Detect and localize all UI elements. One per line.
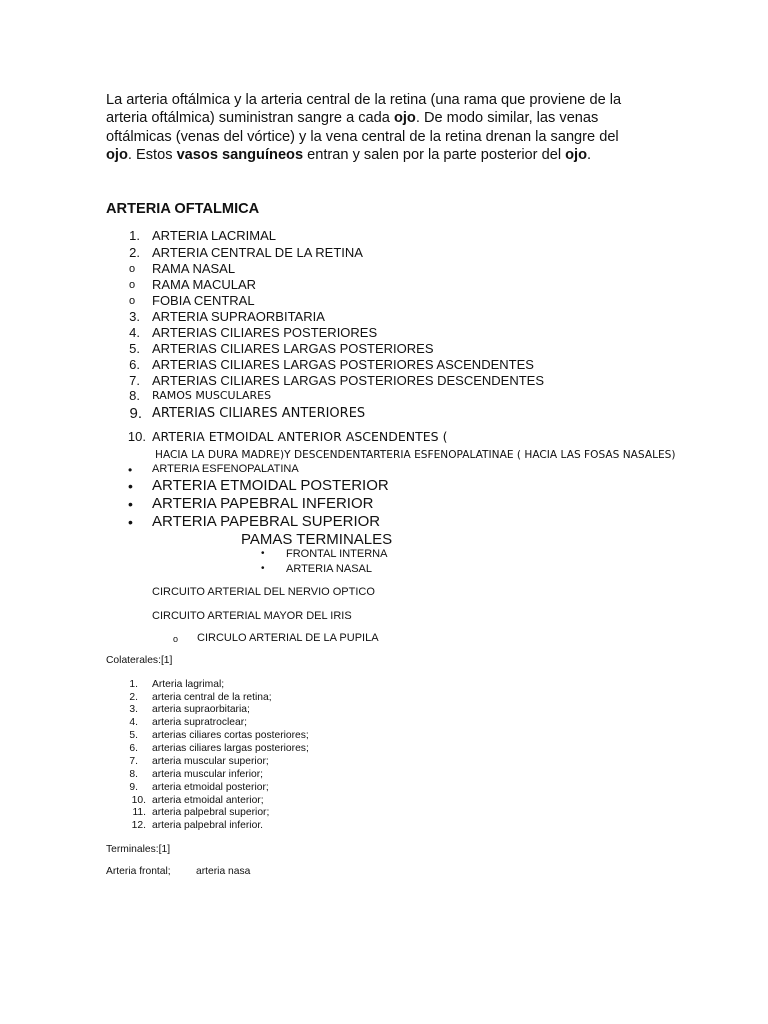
intro-paragraph: La arteria oftálmica y la arteria central de la retina (una rama que proviene de la arteria oftálmica) suministran sangre a cada ojo. De modo similar, las venas oftálmicas (venas del vórtice) y la vena central de la retina drenan la sangre del ojo. Estos vasos sanguíneos entran y salen por la parte posterior del ojo. [106,92,622,163]
section-heading: ARTERIA OFTALMICA [106,201,260,217]
colaterales-label: Colaterales:[1] [106,655,173,666]
terminal-item: arteria nasa [196,866,251,877]
terminal-item: Arteria frontal; [106,866,171,877]
terminales-label: Terminales:[1] [106,844,171,855]
